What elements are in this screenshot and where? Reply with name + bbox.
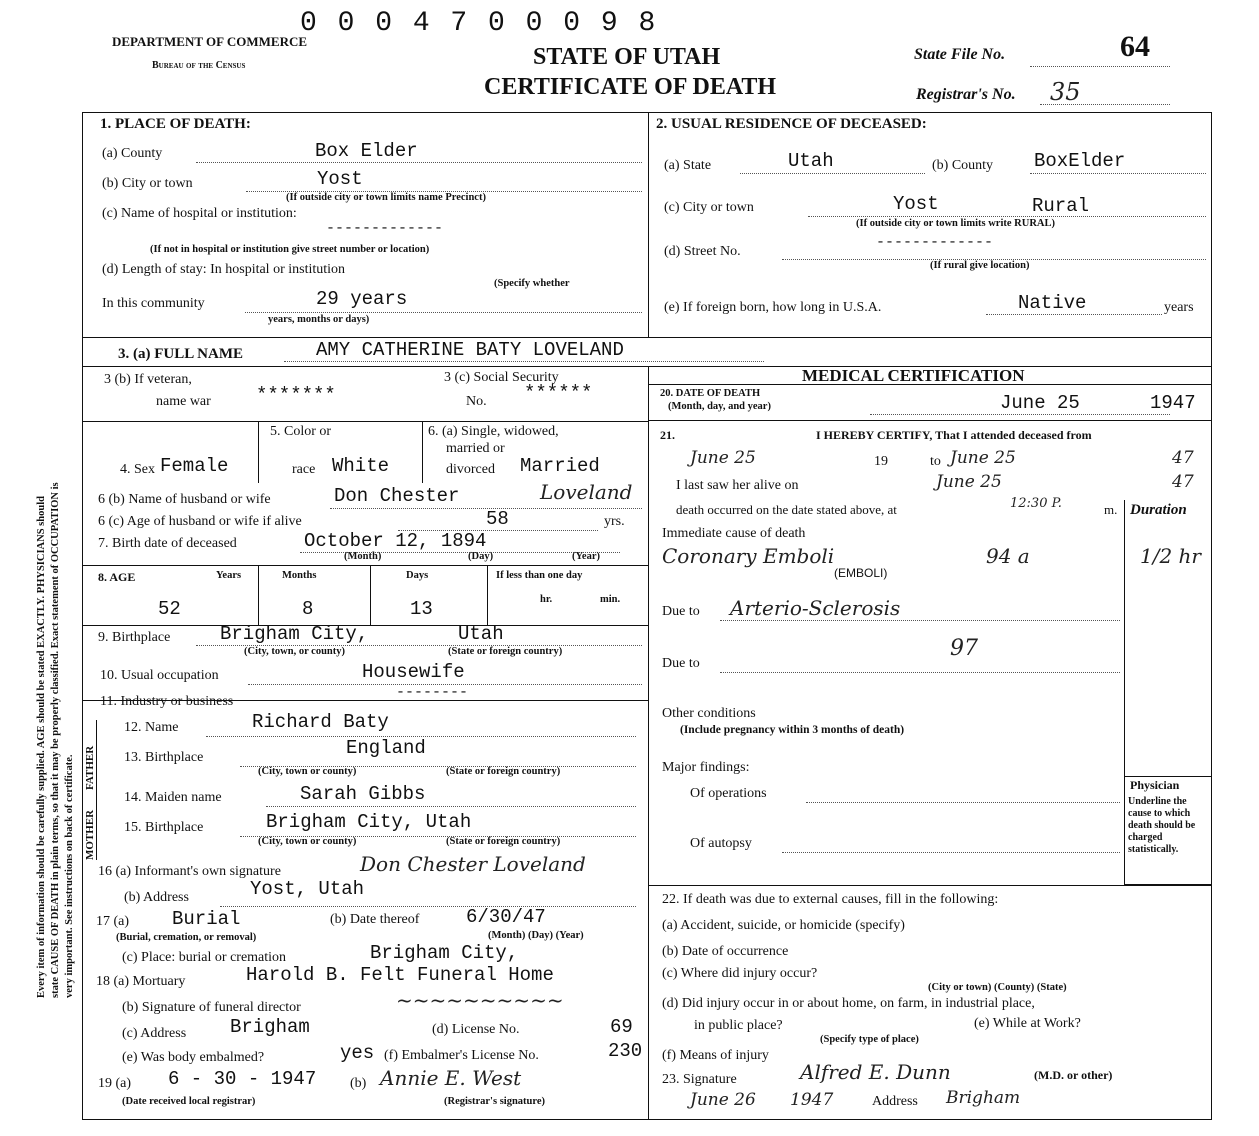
- marital-status: Married: [520, 455, 600, 477]
- specify-note: (Specify whether: [494, 278, 570, 289]
- death-city: Yost: [317, 168, 363, 190]
- informant-signature: Don Chester Loveland: [360, 852, 586, 876]
- to-label: to: [930, 454, 941, 469]
- residence-county-label: (b) County: [932, 158, 994, 173]
- veteran: *******: [256, 384, 336, 406]
- foreign-label: (e) If foreign born, how long in U.S.A.: [664, 300, 882, 315]
- race: White: [332, 455, 390, 477]
- mother-city-note: (City, town or county): [258, 836, 357, 847]
- physician-address-label: Address: [872, 1094, 918, 1109]
- external-title: 22. If death was due to external causes, fill in the following:: [662, 892, 999, 907]
- registrar-date-note: (Date received local registrar): [122, 1096, 256, 1107]
- hospital: -------------: [326, 220, 444, 237]
- medical-title: MEDICAL CERTIFICATION: [802, 366, 1025, 385]
- birth-date: October 12, 1894: [304, 530, 487, 552]
- sex-label: 4. Sex: [120, 462, 155, 477]
- min-label: min.: [600, 594, 621, 605]
- due-to-2: 97: [950, 636, 978, 661]
- father-name: Richard Baty: [252, 711, 389, 733]
- embalmer-license: 230: [608, 1040, 643, 1062]
- other-conditions-note: (Include pregnancy within 3 months of death): [680, 724, 905, 736]
- registrar-date-label: 19 (a): [98, 1076, 132, 1091]
- immediate-cause: Coronary Emboli: [662, 544, 835, 568]
- certify-text: I HEREBY CERTIFY, That I attended deceased from: [816, 428, 1092, 442]
- death-county: Box Elder: [315, 140, 418, 162]
- burial-note: (Burial, cremation, or removal): [116, 932, 257, 943]
- residence-city: Yost: [893, 193, 939, 215]
- residence-rural: Rural: [1032, 195, 1090, 217]
- immediate-duration: 1/2 hr: [1140, 544, 1201, 568]
- full-name: AMY CATHERINE BATY LOVELAND: [316, 339, 624, 361]
- mortuary-address-label: (c) Address: [122, 1026, 187, 1041]
- mother-birthplace: Brigham City, Utah: [266, 811, 472, 833]
- due-to-label-2: Due to: [662, 656, 700, 671]
- community-note: years, months or days): [268, 314, 370, 325]
- mother-label: MOTHER: [84, 809, 96, 860]
- social-security-label-2: No.: [466, 394, 487, 409]
- license: 69: [610, 1016, 633, 1038]
- age-years: 52: [158, 598, 181, 620]
- external-a: (a) Accident, suicide, or homicide (specify): [662, 918, 905, 933]
- burial-date-note: (Month) (Day) (Year): [488, 930, 584, 941]
- husband-age: 58: [486, 508, 509, 530]
- mortuary-address: Brigham: [230, 1016, 310, 1038]
- burial: Burial: [172, 908, 241, 930]
- death-date: June 25: [1000, 392, 1080, 414]
- death-city-note: (If outside city or town limits name Precinct): [286, 192, 486, 203]
- social-security-label: 3 (c) Social Security: [444, 370, 559, 385]
- state-title: STATE OF UTAH: [533, 44, 721, 70]
- serial-number: 0 0 0 4 7 0 0 0 9 8: [300, 8, 658, 39]
- physician-signature: Alfred E. Dunn: [800, 1060, 951, 1084]
- physician-header: Physician: [1130, 778, 1180, 792]
- mother-birthplace-label: 15. Birthplace: [124, 820, 204, 835]
- signature-label: 23. Signature: [662, 1072, 737, 1087]
- street-note: (If rural give location): [930, 260, 1030, 271]
- death-year: 1947: [1150, 392, 1196, 414]
- nineteen-label: 19: [874, 454, 888, 469]
- last-saw-year: 47: [1172, 472, 1194, 492]
- external-d-2: in public place?: [694, 1018, 783, 1033]
- birth-date-label: 7. Birth date of deceased: [98, 536, 237, 551]
- veteran-label-2: name war: [156, 394, 211, 409]
- due-to-1: Arterio-Sclerosis: [730, 596, 901, 620]
- burial-place: Brigham City,: [370, 942, 519, 964]
- duration-header: Duration: [1130, 502, 1187, 518]
- operations-label: Of operations: [690, 786, 767, 801]
- informant-signature-label: 16 (a) Informant's own signature: [98, 864, 281, 879]
- residence-county: BoxElder: [1034, 150, 1126, 172]
- marital-label: 6. (a) Single, widowed,: [428, 424, 559, 439]
- immediate-cause-code: 94 a: [986, 544, 1030, 568]
- years-label: years: [1164, 300, 1194, 315]
- certify-number: 21.: [660, 428, 675, 442]
- informant-address: Yost, Utah: [250, 878, 365, 900]
- marital-label-3: divorced: [446, 462, 495, 477]
- street-label: (d) Street No.: [664, 244, 741, 259]
- bureau: Bureau of the Census: [152, 60, 246, 71]
- embalmed: yes: [340, 1042, 375, 1064]
- community-label: In this community: [102, 296, 205, 311]
- side-instructions-2: Every item of information should be carefully supplied. AGE should be stated EXACTLY. PHYSICIANS should: [36, 496, 47, 998]
- registrar-date: 6 - 30 - 1947: [168, 1068, 317, 1090]
- less-than-day-header: If less than one day: [496, 570, 583, 581]
- side-instructions-1: state CAUSE OF DEATH in plain terms, so that it may be properly classified. Exact statement of OCCUPATION is: [50, 482, 61, 998]
- department: DEPARTMENT OF COMMERCE: [112, 34, 308, 49]
- death-city-label: (b) City or town: [102, 176, 193, 191]
- funeral-director-label: (b) Signature of funeral director: [122, 1000, 301, 1015]
- veteran-label: 3 (b) If veteran,: [104, 372, 192, 387]
- death-date-label: 20. DATE OF DEATH: [660, 388, 761, 399]
- industry-label: 11. Industry or business: [100, 694, 234, 709]
- day-note: (Day): [468, 551, 494, 562]
- last-saw-date: June 25: [936, 472, 1002, 492]
- residence-city-note: (If outside city or town limits write RURAL): [856, 218, 1055, 229]
- embalmer-license-label: (f) Embalmer's License No.: [384, 1048, 539, 1063]
- physician-address: Brigham: [946, 1088, 1021, 1108]
- license-label: (d) License No.: [432, 1022, 520, 1037]
- certificate-title: CERTIFICATE OF DEATH: [484, 74, 777, 100]
- residence-state-label: (a) State: [664, 158, 712, 173]
- external-e: (e) While at Work?: [974, 1016, 1081, 1031]
- death-hour: 12:30 P.: [1010, 496, 1062, 511]
- funeral-director-signature: ~~~~~~~~~~: [396, 988, 564, 1012]
- death-county-label: (a) County: [102, 146, 163, 161]
- year-note: (Year): [572, 551, 600, 562]
- registrar-signature: Annie E. West: [380, 1066, 522, 1090]
- burial-label: 17 (a): [96, 914, 130, 929]
- other-conditions-label: Other conditions: [662, 706, 756, 721]
- emboli-note: (EMBOLI): [834, 566, 888, 580]
- father-birthplace-label: 13. Birthplace: [124, 750, 204, 765]
- external-b: (b) Date of occurrence: [662, 944, 789, 959]
- husband-name: Don Chester: [334, 485, 460, 507]
- years-header: Years: [216, 570, 242, 581]
- husband-age-label: 6 (c) Age of husband or wife if alive: [98, 514, 302, 529]
- father-state-note: (State or foreign country): [446, 766, 561, 777]
- attended-from-year: 47: [1172, 448, 1194, 468]
- residence-city-label: (c) City or town: [664, 200, 754, 215]
- residence-title: 2. USUAL RESIDENCE OF DECEASED:: [656, 116, 927, 132]
- hr-label: hr.: [540, 594, 553, 605]
- registrar-number: 35: [1050, 78, 1081, 106]
- signature-year: 1947: [790, 1090, 834, 1110]
- birthplace-state-note: (State or foreign country): [448, 646, 563, 657]
- color-label: 5. Color or: [270, 424, 332, 439]
- community-duration: 29 years: [316, 288, 408, 310]
- mortuary-label: 18 (a) Mortuary: [96, 974, 186, 989]
- age-days: 13: [410, 598, 433, 620]
- days-header: Days: [406, 570, 429, 581]
- embalmed-label: (e) Was body embalmed?: [122, 1050, 265, 1065]
- social-security: ******: [524, 382, 593, 404]
- immediate-cause-label: Immediate cause of death: [662, 526, 806, 541]
- hospital-note: (If not in hospital or institution give street number or location): [150, 244, 430, 255]
- external-d-note: (Specify type of place): [820, 1034, 919, 1045]
- stay-label: (d) Length of stay: In hospital or institution: [102, 262, 346, 277]
- father-name-label: 12. Name: [124, 720, 179, 735]
- yrs-label: yrs.: [604, 514, 625, 529]
- place-of-death-title: 1. PLACE OF DEATH:: [100, 116, 251, 132]
- attended-to: June 25: [950, 448, 1016, 468]
- due-to-label-1: Due to: [662, 604, 700, 619]
- last-saw-label: I last saw her alive on: [676, 478, 799, 493]
- marital-label-2: married or: [446, 441, 505, 456]
- occupation: Housewife: [362, 661, 465, 683]
- mother-maiden-name: Sarah Gibbs: [300, 783, 426, 805]
- hospital-label: (c) Name of hospital or institution:: [102, 206, 297, 221]
- state-file-label: State File No.: [914, 46, 1006, 63]
- major-findings-label: Major findings:: [662, 760, 750, 775]
- residence-state: Utah: [788, 150, 834, 172]
- month-note: (Month): [344, 551, 382, 562]
- side-instructions-3: very important. See instructions on back of certificate.: [64, 754, 75, 998]
- husband-label: 6 (b) Name of husband or wife: [98, 492, 271, 507]
- birthplace-city-note: (City, town, or county): [244, 646, 346, 657]
- informant-address-label: (b) Address: [124, 890, 189, 905]
- burial-place-label: (c) Place: burial or cremation: [122, 950, 287, 965]
- physician-note: Underline the cause to which death should be charged statistically.: [1128, 796, 1196, 855]
- registrar-signature-label: (b): [350, 1076, 367, 1091]
- sex: Female: [160, 455, 229, 477]
- burial-date: 6/30/47: [466, 906, 546, 928]
- death-hour-label: death occurred on the date stated above, at: [676, 502, 897, 517]
- m-label: m.: [1104, 502, 1118, 517]
- external-f: (f) Means of injury: [662, 1048, 769, 1063]
- md-note: (M.D. or other): [1034, 1068, 1113, 1082]
- age-label: 8. AGE: [98, 570, 136, 584]
- birthplace-city: Brigham City,: [220, 623, 369, 645]
- industry: --------: [396, 684, 469, 701]
- father-birthplace: England: [346, 737, 426, 759]
- mortuary: Harold B. Felt Funeral Home: [246, 964, 554, 986]
- months-header: Months: [282, 570, 317, 581]
- husband-surname-signature: Loveland: [540, 480, 633, 504]
- full-name-label: 3. (a) FULL NAME: [118, 346, 243, 362]
- signature-date: June 26: [690, 1090, 756, 1110]
- attended-from: June 25: [690, 448, 756, 468]
- age-months: 8: [302, 598, 314, 620]
- death-date-note: (Month, day, and year): [668, 401, 771, 412]
- registrar-signature-note: (Registrar's signature): [444, 1096, 545, 1107]
- foreign-duration: Native: [1018, 292, 1087, 314]
- father-city-note: (City, town or county): [258, 766, 357, 777]
- father-label: FATHER: [84, 745, 96, 790]
- external-c: (c) Where did injury occur?: [662, 966, 818, 981]
- occupation-label: 10. Usual occupation: [100, 668, 219, 683]
- autopsy-label: Of autopsy: [690, 836, 752, 851]
- birthplace-label: 9. Birthplace: [98, 630, 171, 645]
- external-d: (d) Did injury occur in or about home, on farm, in industrial place,: [662, 996, 1035, 1011]
- street: -------------: [876, 234, 994, 251]
- registrar-number-label: Registrar's No.: [916, 86, 1016, 103]
- state-file-number: 64: [1120, 30, 1150, 63]
- mother-name-label: 14. Maiden name: [124, 790, 222, 805]
- mother-state-note: (State or foreign country): [446, 836, 561, 847]
- birthplace-state: Utah: [458, 623, 504, 645]
- race-label: race: [292, 462, 316, 477]
- burial-date-label: (b) Date thereof: [330, 912, 420, 927]
- external-c-note: (City or town) (County) (State): [928, 982, 1067, 993]
